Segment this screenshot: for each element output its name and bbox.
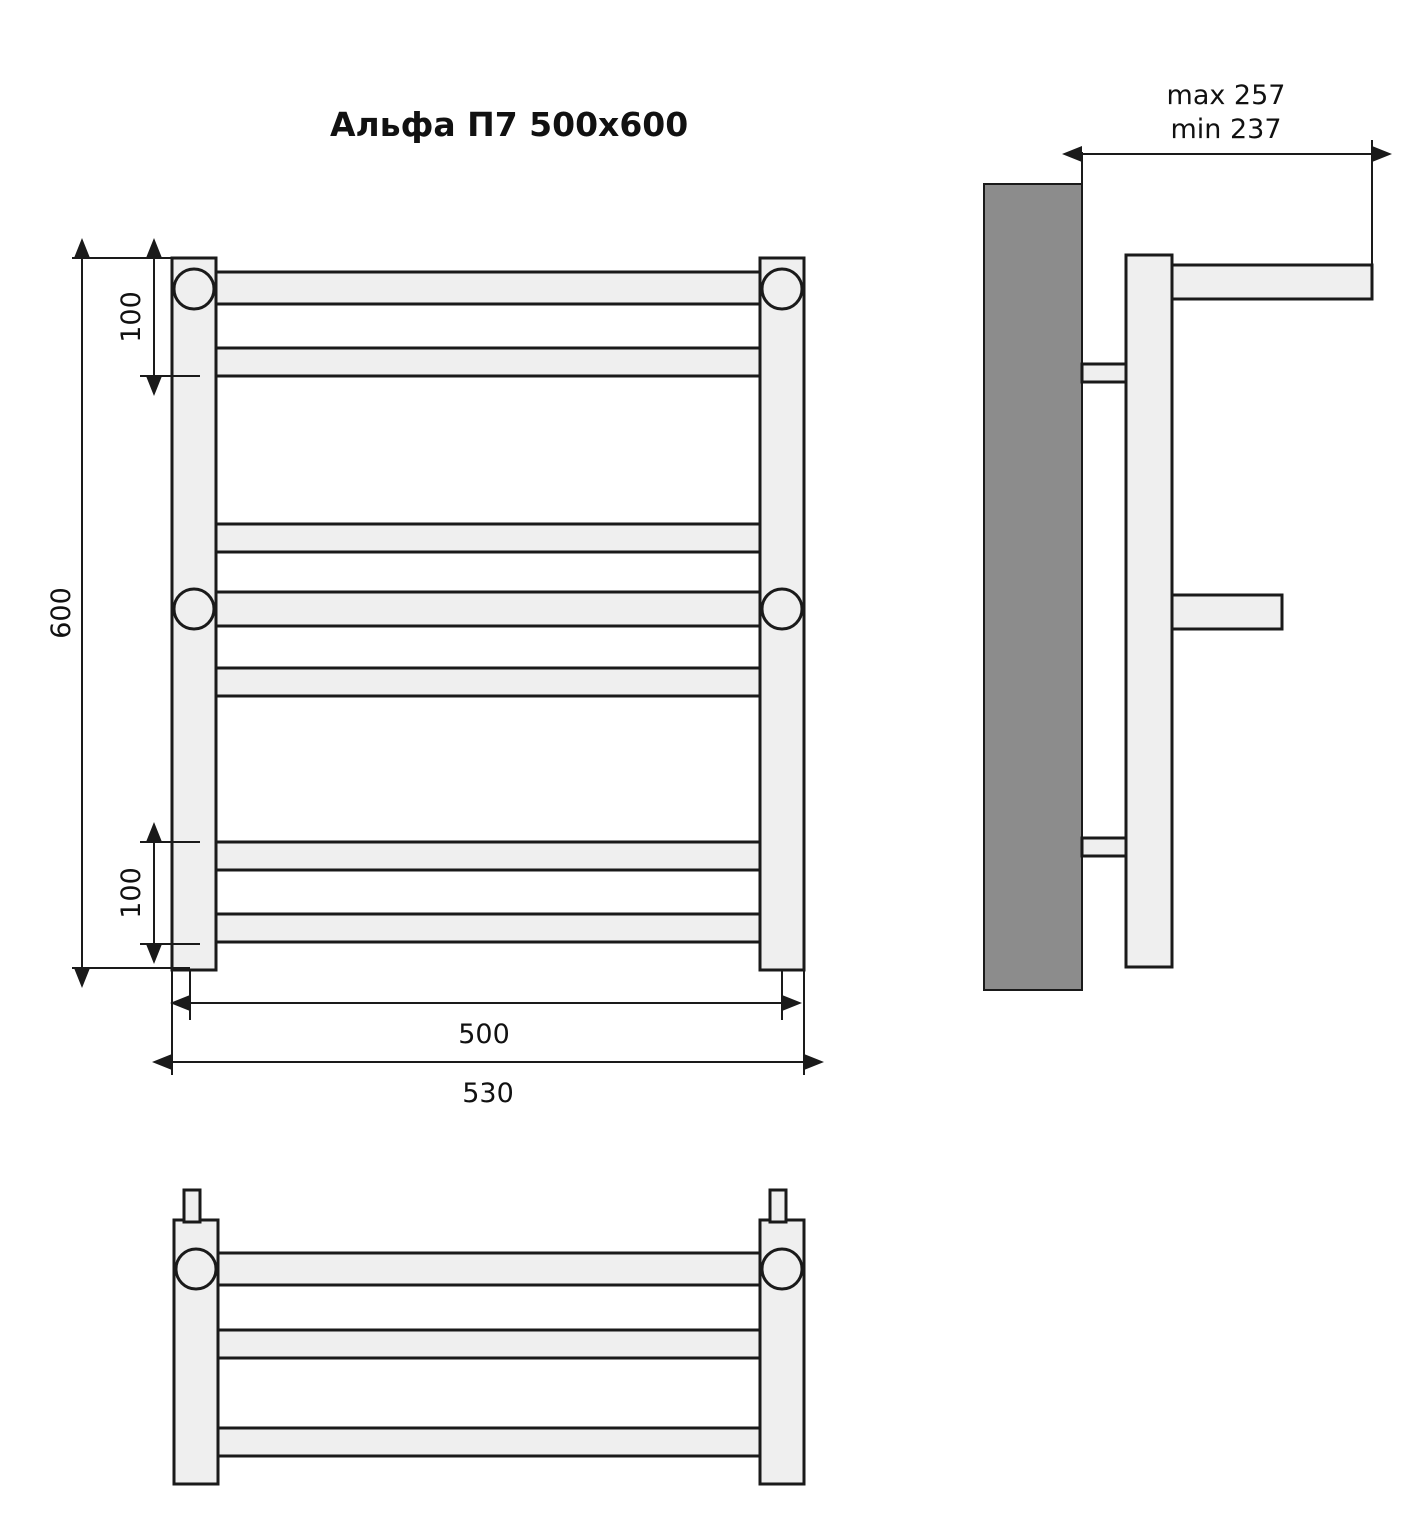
side-post — [1126, 255, 1172, 967]
joint-top-left — [174, 269, 214, 309]
dim-label-600: 600 — [46, 587, 77, 639]
top-view — [174, 1190, 804, 1484]
rail-7 — [200, 914, 770, 942]
joint-mid-left — [174, 589, 214, 629]
dim-label-500: 500 — [458, 1019, 510, 1050]
top-view-rail-2 — [206, 1330, 772, 1358]
top-view-rail-1 — [196, 1253, 782, 1285]
top-view-stub-left — [184, 1190, 200, 1222]
top-view-stub-right — [770, 1190, 786, 1222]
top-view-joint-left — [176, 1249, 216, 1289]
bracket-upper — [1082, 364, 1126, 382]
dim-label-100-bottom: 100 — [116, 867, 147, 919]
page-title: Альфа П7 500x600 — [330, 105, 689, 144]
rail-6 — [200, 842, 770, 870]
wall-section — [984, 184, 1082, 990]
dim-label-100-top: 100 — [116, 291, 147, 343]
side-rail-top — [1172, 265, 1372, 299]
dim-label-depth-min: min 237 — [1170, 114, 1282, 145]
side-rail-middle — [1172, 595, 1282, 629]
dim-label-530: 530 — [462, 1078, 514, 1109]
joint-mid-right — [762, 589, 802, 629]
joint-top-right — [762, 269, 802, 309]
dim-label-depth-max: max 257 — [1166, 80, 1286, 111]
top-view-joint-right — [762, 1249, 802, 1289]
side-view — [984, 80, 1372, 990]
rail-5 — [200, 668, 770, 696]
front-view-rails — [190, 272, 790, 942]
rail-1 — [190, 272, 790, 304]
rail-3 — [200, 524, 770, 552]
rail-2 — [200, 348, 770, 376]
rail-4 — [190, 592, 790, 626]
front-view — [46, 105, 804, 1109]
top-view-rail-3 — [206, 1428, 772, 1456]
bracket-lower — [1082, 838, 1126, 856]
